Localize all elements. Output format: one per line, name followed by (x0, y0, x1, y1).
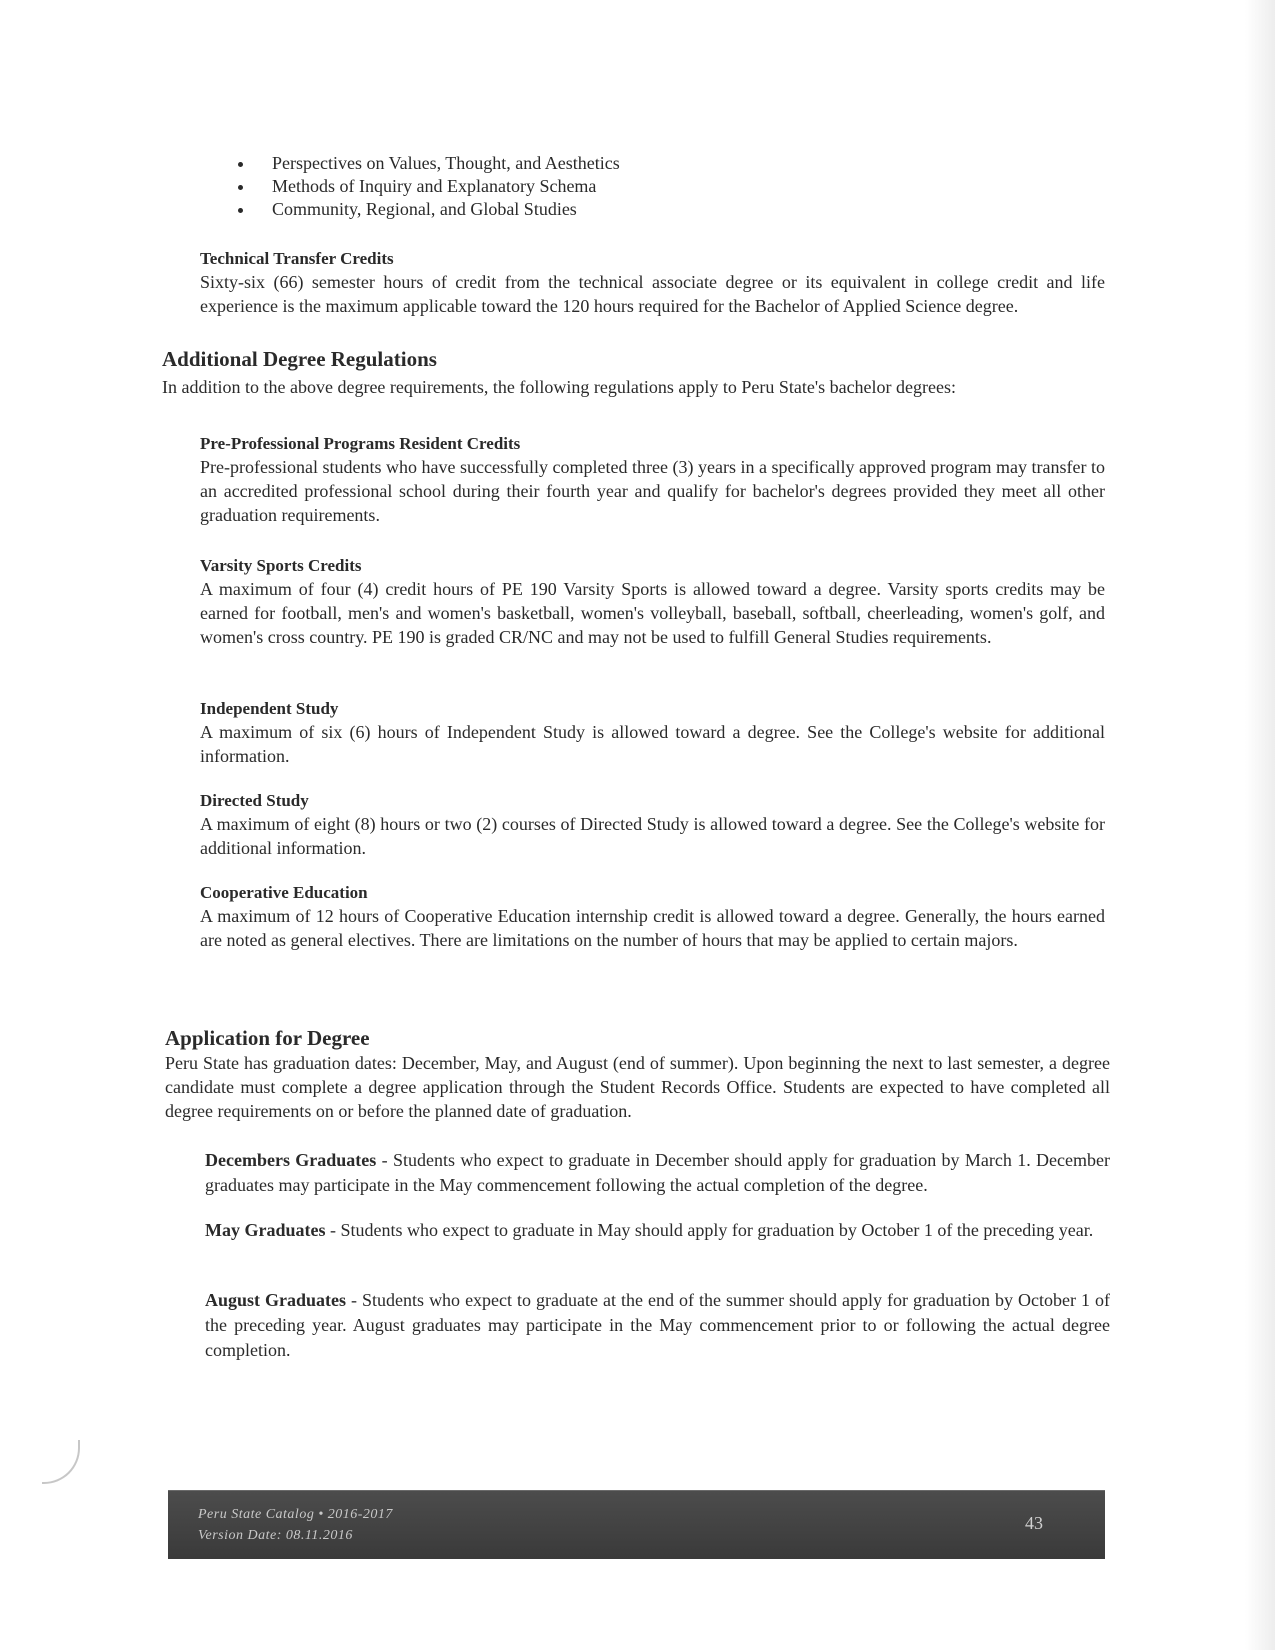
december-graduates-note (205, 1148, 1110, 1198)
regulation-item (200, 698, 1105, 768)
technical-transfer-text: Sixty-six (66) semester hours of credit from the technical associate degree or its equivalent in college credit and life experience is the maximum applicable toward the 120 hours required for the Bachelor of Applied Science degree. (200, 272, 1105, 316)
regulation-heading: Varsity Sports Credits (200, 556, 362, 575)
application-heading: Application for Degree (165, 1026, 370, 1050)
regulation-text: Pre-professional students who have successfully completed three (3) years in a specifically approved program may transfer to an accredited professional school during their fourth year and qualify for bachelor's degrees provided they meet all other graduation requirements. (200, 457, 1105, 525)
application-intro: Peru State has graduation dates: December, May, and August (end of summer). Upon beginning the next to last semester, a degree candidate must complete a degree application through the Student Records Office. Students are expected to have completed all degree requirements on or before the planned date of graduation. (165, 1053, 1110, 1121)
bullet-item-text: Community, Regional, and Global Studies (272, 199, 577, 219)
regulation-heading: Cooperative Education (200, 883, 368, 902)
regulation-heading: Pre-Professional Programs Resident Credits (200, 434, 521, 453)
regulation-heading: Directed Study (200, 791, 309, 810)
bullet-dot-icon (238, 162, 243, 167)
bullet-item-text: Perspectives on Values, Thought, and Aesthetics (272, 153, 620, 173)
regulation-item (200, 433, 1105, 527)
graduates-text: - Students who expect to graduate at the end of the summer should apply for graduation by October 1 of the preceding year. August graduates may participate in the May commencement prior to or following the actual degree completion. (205, 1290, 1110, 1360)
page-number: 43 (1025, 1513, 1043, 1533)
technical-transfer-heading: Technical Transfer Credits (200, 249, 394, 268)
additional-regulations-heading: Additional Degree Regulations (162, 347, 437, 371)
page-footer (168, 1490, 1105, 1559)
regulation-text: A maximum of 12 hours of Cooperative Education internship credit is allowed toward a degree. Generally, the hours earned are noted as general electives. There are limitations on the number of hours that may be applied to certain majors. (200, 906, 1105, 950)
graduates-text: - Students who expect to graduate in May should apply for graduation by October 1 of the preceding year. (330, 1220, 1094, 1240)
regulation-text: A maximum of four (4) credit hours of PE 190 Varsity Sports is allowed toward a degree. Varsity sports credits may be earned for football, men's and women's basketball, women's volleyball, baseball, softball, cheerleading, women's golf, and women's cross country. PE 190 is graded CR/NC and may not be used to fulfill General Studies requirements. (200, 579, 1105, 647)
bullet-item (232, 175, 620, 198)
technical-transfer-section (200, 248, 1105, 318)
bullet-item (232, 198, 620, 221)
footer-catalog-title: Peru State Catalog • 2016-2017 (198, 1507, 393, 1522)
graduates-label: Decembers Graduates (205, 1150, 377, 1170)
regulation-item (200, 555, 1105, 649)
regulation-text: A maximum of eight (8) hours or two (2) courses of Directed Study is allowed toward a degree. See the College's website for additional information. (200, 814, 1105, 858)
general-studies-bullet-list (232, 152, 620, 221)
bullet-item-text: Methods of Inquiry and Explanatory Schema (272, 176, 597, 196)
graduates-text: - Students who expect to graduate in December should apply for graduation by March 1. December graduates may participate in the May commencement following the actual completion of the degree. (205, 1150, 1110, 1195)
regulation-heading: Independent Study (200, 699, 339, 718)
additional-regulations-intro: In addition to the above degree requirements, the following regulations apply to Peru State's bachelor degrees: (162, 377, 957, 397)
bullet-dot-icon (238, 208, 243, 213)
graduates-label: May Graduates (205, 1220, 326, 1240)
graduates-label: August Graduates (205, 1290, 347, 1310)
regulation-item (200, 790, 1105, 860)
bullet-dot-icon (238, 185, 243, 190)
may-graduates-note (205, 1218, 1110, 1243)
regulation-item (200, 882, 1105, 952)
august-graduates-note (205, 1288, 1110, 1363)
scan-edge-shadow (1245, 0, 1275, 1650)
footer-version-date: Version Date: 08.11.2016 (198, 1528, 353, 1543)
scan-mark (42, 1440, 80, 1484)
regulation-text: A maximum of six (6) hours of Independent Study is allowed toward a degree. See the College's website for additional information. (200, 722, 1105, 766)
bullet-item (232, 152, 620, 175)
